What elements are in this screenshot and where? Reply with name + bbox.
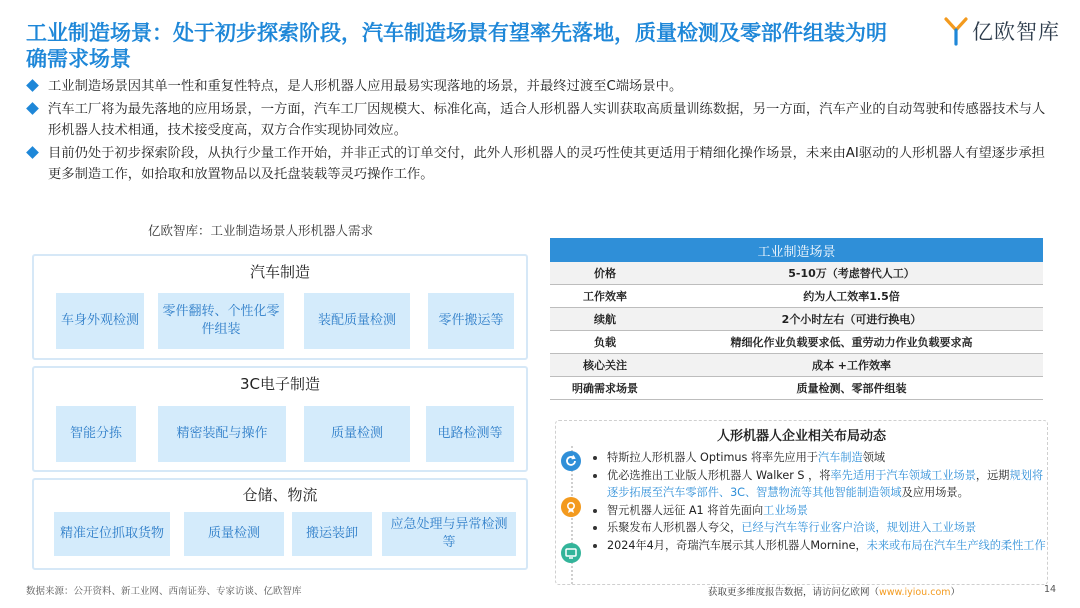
bullet-item [26,143,1056,185]
yiou-logo-icon [944,16,968,46]
bullet-dot-icon [593,474,597,478]
dynamics-text: 优必选推出工业版人形机器人 Walker S ，将 [607,468,831,482]
monitor-icon [561,543,581,563]
demand-cell: 搬运装卸 [292,512,372,556]
data-source: 数据来源：公开资料、新工业网、西南证券、专家访谈、亿欧智库 [26,586,302,597]
section-3c-electronics [32,366,528,472]
table-value: 精细化作业负载要求低、重劳动力作业负载要求高 [730,336,973,349]
dynamics-highlight: 未来或布局在汽车生产线的柔性工作 [866,538,1046,552]
table-row [550,377,1043,400]
dynamics-highlight: 汽车制造 [817,451,863,464]
table-row [550,262,1043,285]
dynamics-highlight: 率先适用于汽车领域工业场景 [830,468,976,482]
dynamics-text: 特斯拉人形机器人 Optimus 将率先应用于 [607,451,818,464]
demand-cell: 零件搬运等 [428,293,514,349]
bullet-item [26,99,1056,141]
bullet-dot-icon [593,544,597,548]
table-key: 明确需求场景 [572,382,638,395]
dynamics-text: 乐聚发布人形机器人夸父， [607,521,742,534]
bullet-dot-icon [593,509,597,513]
footer-cta-end: ） [950,587,961,598]
dynamics-item [589,449,1049,467]
section-title: 汽车制造 [249,263,310,281]
bullet-text: 汽车工厂将为最先落地的应用场景，一方面，汽车工厂因规模大、标准化高，适合人形机器人实训获取高质量训练数据，另一方面，汽车产业的自动驾驶和传感器技术与人形机器人技术相通，技术接受度高，双方合作实现协同效应。 [48,102,1046,138]
table-row [550,285,1043,308]
section-warehousing-logistics [32,478,528,570]
table-value: 成本 +工作效率 [811,359,892,372]
table-key: 价格 [594,267,616,280]
dynamics-item [589,519,1049,537]
demand-cell: 精准定位抓取货物 [54,512,170,556]
footer-cta [708,584,960,598]
table-row [550,354,1043,377]
bullet-list [26,76,1056,187]
demand-cell: 车身外观检测 [56,293,144,349]
demand-cell: 应急处理与异常检测等 [382,512,516,556]
refresh-icon [561,451,581,471]
dynamics-item [589,537,1049,555]
section-title: 仓储、物流 [242,486,318,504]
company-dynamics-box [555,420,1048,585]
badge-icon [561,497,581,517]
page-title: 工业制造场景：处于初步探索阶段，汽车制造场景有望率先落地，质量检测及零部件组装为明确需求场景 [26,21,887,71]
table-key: 核心关注 [583,359,627,372]
dynamics-text: 智元机器人远征 A1 将首先面向 [607,503,764,517]
dynamics-item [589,467,1049,502]
page-number: 14 [1044,584,1057,595]
table-value: 5-10万（考虑替代人工） [788,267,915,280]
bullet-text: 工业制造场景因其单一性和重复性特点，是人形机器人应用最易实现落地的场景，并最终过渡至C端场景中。 [48,79,683,94]
dynamics-highlight: 已经与汽车等行业客户洽谈，规划进入工业场景 [741,521,977,534]
dynamics-tail: ，远期 [975,468,1010,482]
dynamics-list [589,449,1049,554]
table-value: 约为人工效率1.5倍 [803,290,900,303]
dynamics-tail: 及应用场景。 [901,486,969,499]
demand-cell: 装配质量检测 [304,293,410,349]
website-link[interactable]: www.iyiou.com [879,587,951,598]
demand-cell: 智能分拣 [56,406,136,462]
section-title: 3C电子制造 [239,375,321,393]
logo [944,16,1060,46]
table-key: 续航 [594,313,616,326]
table-row [550,331,1043,354]
footer-cta-text: 获取更多维度报告数据，请访问亿欧网（ [708,587,880,598]
diamond-bullet-icon [26,102,39,115]
table-value: 质量检测、零部件组装 [796,382,907,395]
diamond-bullet-icon [26,79,39,92]
bullet-item [26,76,1056,97]
bullet-dot-icon [593,456,597,460]
demand-cell: 质量检测 [184,512,284,556]
dynamics-title: 人形机器人企业相关布局动态 [716,429,886,444]
diamond-bullet-icon [26,146,39,159]
dynamics-text: 2024年4月，奇瑞汽车展示其人形机器人Mornine， [607,538,867,552]
dynamics-tail: 领域 [862,451,886,464]
section-auto-manufacturing [32,254,528,360]
table-key: 负载 [594,336,616,349]
table-body [550,262,1043,400]
table-row [550,308,1043,331]
logo-text: 亿欧智库 [972,20,1060,44]
demand-cell: 精密装配与操作 [158,406,286,462]
demand-cell: 质量检测 [304,406,410,462]
demand-cell: 零件翻转、个性化零件组装 [158,293,284,349]
table-key: 工作效率 [583,290,627,303]
bullet-dot-icon [593,526,597,530]
table-header: 工业制造场景 [550,238,1043,262]
dynamics-item [589,502,1049,520]
diagram-title: 亿欧智库：工业制造场景人形机器人需求 [148,223,374,238]
table-value: 2个小时左右（可进行换电） [781,313,922,326]
dynamics-highlight: 规划将逐步拓展至汽车零部件、3C、智慧物流等其他智能制造领域 [607,468,1044,499]
dynamics-highlight: 工业场景 [763,503,808,517]
demand-cell: 电路检测等 [426,406,514,462]
scenario-table [550,238,1043,400]
bullet-text: 目前仍处于初步探索阶段，从执行少量工作开始，并非正式的订单交付，此外人形机器人的灵巧性使其更适用于精细化操作场景，未来由AI驱动的人形机器人有望逐步承担更多制造工作，如拾取和放置物品以及托盘装载等灵巧操作工作。 [48,146,1045,182]
